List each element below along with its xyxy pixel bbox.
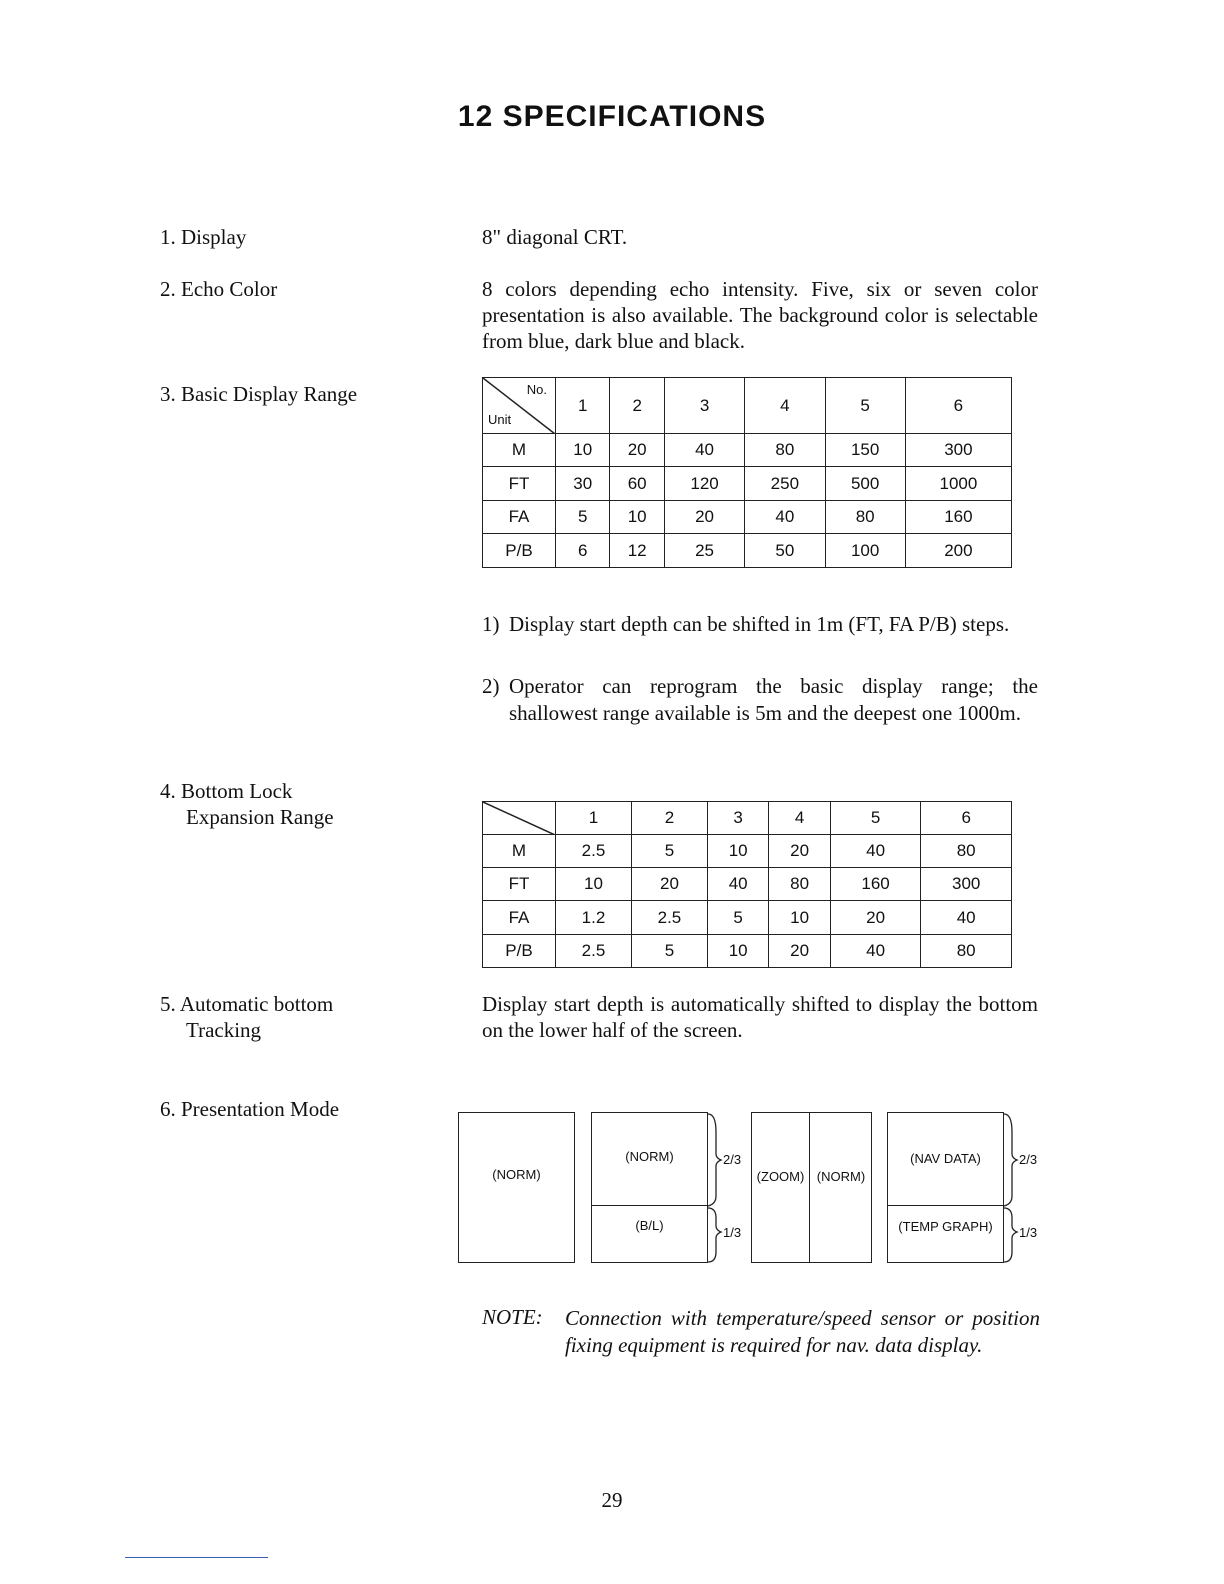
fraction-label: 1/3 [723,1225,742,1240]
column-header: 1 [556,802,632,835]
note-label: NOTE: [482,1305,543,1329]
row-unit: P/B [483,534,556,568]
corner-cell [483,802,556,835]
table-row [483,935,1012,968]
table-cell: 10 [556,868,632,901]
table-cell: 20 [631,868,707,901]
table-cell: 80 [745,434,825,467]
split-line [809,1113,810,1262]
row-unit: P/B [483,935,556,968]
fraction-label: 1/3 [1019,1225,1038,1240]
table-row [483,434,1012,467]
table-cell: 40 [830,935,921,968]
brace-icon [1003,1112,1023,1263]
page-title: 12 SPECIFICATIONS [457,100,767,133]
table-cell: 40 [830,835,921,868]
auto-tracking-label [160,991,333,1043]
range-note-2 [482,673,1038,727]
table-cell: 60 [610,467,664,501]
table-cell: 25 [664,534,744,568]
mode-bl-screen [591,1112,708,1263]
column-header: 3 [707,802,768,835]
table-cell: 5 [631,935,707,968]
row-unit: FT [483,868,556,901]
column-header: 2 [610,378,664,434]
mode-caption: (ZOOM) [756,1169,805,1184]
table-cell: 40 [707,868,768,901]
row-unit: FA [483,501,556,534]
mode-nav-screen [887,1112,1004,1263]
table-cell: 160 [830,868,921,901]
auto-tracking-label-line1: 5. Automatic bottom [160,992,334,1016]
note-text: Operator can reprogram the basic display range; the shallowest range available is 5m and the deepest one 1000m. [509,674,1038,725]
page-number: 29 [601,1488,623,1512]
table-cell: 20 [769,935,830,968]
corner-top-label: No. [526,382,547,397]
table-cell: 80 [825,501,905,534]
table-header-row [483,802,1012,835]
basic-range-table [482,377,1012,568]
table-cell: 40 [664,434,744,467]
footer-rule [125,1557,268,1558]
mode-zoom-screen [751,1112,872,1263]
table-cell: 12 [610,534,664,568]
mode-caption: (NORM) [816,1169,866,1184]
table-cell: 2.5 [556,835,632,868]
table-cell: 200 [905,534,1011,568]
column-header: 1 [556,378,610,434]
table-cell: 100 [825,534,905,568]
table-cell: 5 [707,901,768,935]
column-header: 2 [631,802,707,835]
table-cell: 300 [905,434,1011,467]
row-unit: FA [483,901,556,935]
bottom-lock-label-line2: Expansion Range [186,805,334,829]
note-number: 1) [482,612,500,636]
table-cell: 80 [921,935,1012,968]
table-cell: 10 [707,935,768,968]
range-note-1 [482,611,1038,638]
fraction-label: 2/3 [1019,1152,1038,1167]
fraction-label: 2/3 [723,1152,742,1167]
table-cell: 50 [745,534,825,568]
table-cell: 20 [769,835,830,868]
corner-cell [483,378,556,434]
table-cell: 2.5 [631,901,707,935]
split-line [592,1205,707,1206]
bottom-lock-label [160,778,334,830]
table-cell: 1000 [905,467,1011,501]
table-row [483,901,1012,935]
table-cell: 80 [921,835,1012,868]
display-label: 1. Display [160,225,247,249]
note-text: Display start depth can be shifted in 1m (FT, FA P/B) steps. [509,612,1010,636]
basic-range-label: 3. Basic Display Range [160,382,358,406]
table-cell: 2.5 [556,935,632,968]
presentation-label: 6. Presentation Mode [160,1097,340,1121]
mode-caption: (NAV DATA) [910,1151,981,1166]
mode-norm-screen [458,1112,575,1263]
table-cell: 6 [556,534,610,568]
column-header: 3 [664,378,744,434]
row-unit: FT [483,467,556,501]
column-header: 4 [769,802,830,835]
note-number: 2) [482,674,500,698]
mode-caption: (TEMP GRAPH) [898,1219,993,1234]
table-cell: 1.2 [556,901,632,935]
column-header: 4 [745,378,825,434]
table-cell: 80 [769,868,830,901]
row-unit: M [483,835,556,868]
table-row [483,467,1012,501]
table-row [483,835,1012,868]
echo-color-value: 8 colors depending echo intensity. Five, six or seven color presentation is also available. The background color is selectable from blue, dark blue and black. [482,277,1038,353]
table-row [483,501,1012,534]
bottom-lock-label-line1: 4. Bottom Lock [160,779,293,803]
column-header: 5 [825,378,905,434]
table-row [483,534,1012,568]
corner-bottom-label: Unit [488,412,512,427]
table-cell: 20 [664,501,744,534]
brace-icon [707,1112,727,1263]
table-cell: 160 [905,501,1011,534]
table-cell: 30 [556,467,610,501]
table-cell: 10 [556,434,610,467]
mode-caption: (NORM) [492,1167,541,1182]
auto-tracking-value: Display start depth is automatically shifted to display the bottom on the lower half of the screen. [482,992,1038,1042]
table-cell: 20 [610,434,664,467]
table-cell: 20 [830,901,921,935]
table-cell: 5 [631,835,707,868]
diagonal-line [483,802,555,835]
bottom-lock-table [482,801,1012,968]
mode-caption: (B/L) [635,1218,664,1233]
table-cell: 120 [664,467,744,501]
table-cell: 150 [825,434,905,467]
table-cell: 5 [556,501,610,534]
table-cell: 40 [921,901,1012,935]
table-cell: 500 [825,467,905,501]
row-unit: M [483,434,556,467]
table-cell: 10 [769,901,830,935]
split-line [888,1205,1003,1206]
table-cell: 40 [745,501,825,534]
mode-caption: (NORM) [625,1149,674,1164]
table-cell: 250 [745,467,825,501]
column-header: 6 [921,802,1012,835]
echo-color-label: 2. Echo Color [160,277,278,301]
table-cell: 10 [707,835,768,868]
table-row [483,868,1012,901]
display-value: 8" diagonal CRT. [482,225,628,249]
note-text: Connection with temperature/speed sensor or position fixing equipment is required for nav. data display. [565,1306,1040,1357]
table-header-row [483,378,1012,434]
column-header: 6 [905,378,1011,434]
column-header: 5 [830,802,921,835]
auto-tracking-label-line2: Tracking [186,1018,262,1042]
table-cell: 10 [610,501,664,534]
table-cell: 300 [921,868,1012,901]
